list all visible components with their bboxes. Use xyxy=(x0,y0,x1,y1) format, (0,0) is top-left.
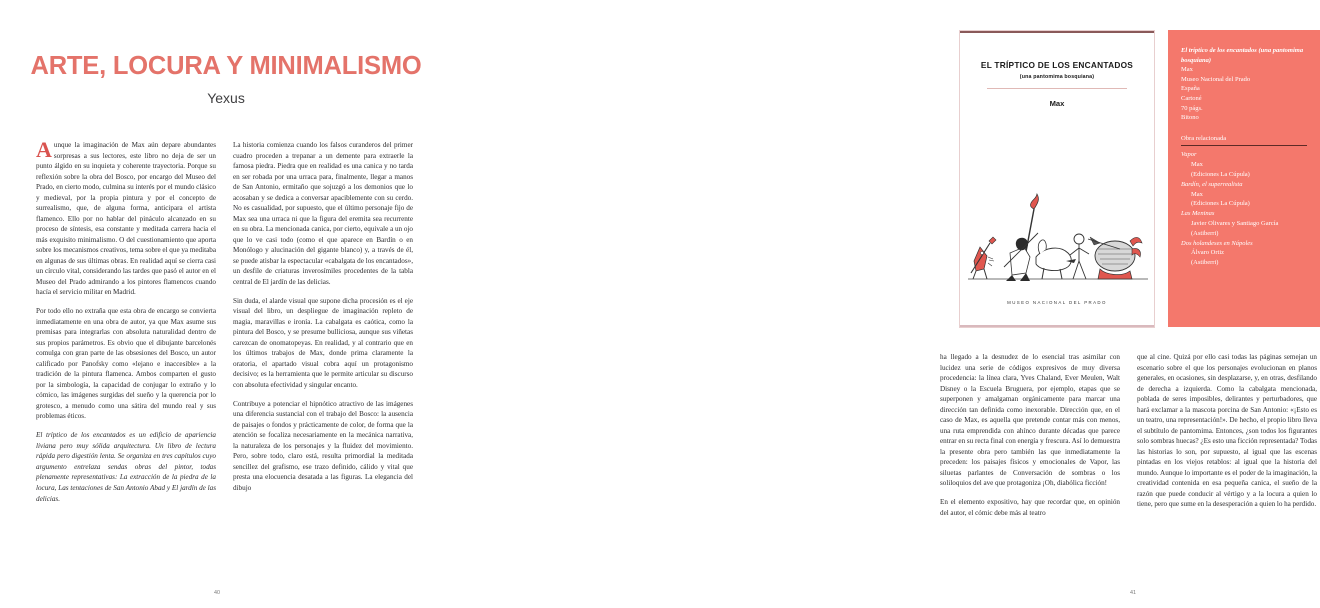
cover-title: EL TRÍPTICO DE LOS ENCANTADOS xyxy=(980,59,1134,70)
cover-top-rule xyxy=(960,31,1154,33)
related-work-author: Max xyxy=(1191,161,1203,169)
left-page xyxy=(0,0,452,608)
paragraph-italic: El tríptico de los encantados es un edificio de apariencia liviana pero muy sólida arquitectura. Un libro de lectura rápida pero digestión lenta. Se organiza en tres capítulos cuyo argumento entrelaza sendas obras del pintor, todas plenamente representativas: La extracción de la piedra de la locura, Las tentaciones de San Antonio Abad y El jardín de las delicias. xyxy=(36,431,216,503)
page-title: ARTE, LOCURA Y MINIMALISMO xyxy=(30,52,422,80)
infobox-rule xyxy=(1181,145,1307,146)
column-1 xyxy=(36,137,216,513)
infobox-line: 70 págs. xyxy=(1181,104,1203,112)
related-work-item xyxy=(1181,239,1307,268)
column-1 xyxy=(940,352,1120,527)
paragraph: En el elemento expositivo, hay que recordar que, en opinión del autor, el cómic debe más al teatro xyxy=(940,498,1120,517)
related-work-title: Dos holandeses en Nápoles xyxy=(1181,239,1253,247)
article-author: Yexus xyxy=(207,90,245,106)
infobox-related-label: Obra relacionada xyxy=(1181,134,1227,142)
left-page-columns xyxy=(36,137,413,513)
related-work-author: Javier Olivares y Santiago García xyxy=(1191,219,1279,227)
related-work-title: Bardín, el superrealista xyxy=(1181,180,1243,188)
related-work-publisher: (Astiberri) xyxy=(1191,229,1219,237)
cover-illustration xyxy=(960,161,1156,291)
page-number-right: 41 xyxy=(1130,590,1136,596)
infobox-line: Cartoné xyxy=(1181,94,1202,102)
cover-divider xyxy=(987,88,1127,89)
related-work-publisher: (Astiberri) xyxy=(1191,259,1219,267)
right-page xyxy=(452,0,1317,608)
cover-author: Max xyxy=(1049,98,1065,108)
right-page-columns xyxy=(940,352,1317,527)
column-2 xyxy=(233,140,413,513)
related-work-publisher: (Ediciones La Cúpula) xyxy=(1191,170,1250,178)
infobox-line: Max xyxy=(1181,66,1193,74)
related-work-title: Las Meninas xyxy=(1181,210,1215,218)
cover-subtitle: (una pantomima bosquiana) xyxy=(1019,73,1095,80)
infobox-line: España xyxy=(1181,85,1200,93)
infobox-line: Bitono xyxy=(1181,114,1199,122)
column-2 xyxy=(1137,352,1317,527)
cover-publisher-footer: MUSEO NACIONAL DEL PRADO xyxy=(1007,300,1107,305)
related-work-author: Álvaro Ortiz xyxy=(1191,249,1225,257)
related-work-item xyxy=(1181,209,1307,238)
infobox-line: Museo Nacional del Prado xyxy=(1181,75,1251,83)
paragraph: Sin duda, el alarde visual que supone dicha procesión es el eje visual del libro, un despliegue de imaginación repleto de magia, maravillas e ironía. La cabalgata es caótica, como la pintura del Bosco, y se presume bulliciosa, aunque sus viñetas carezcan de onomatopeyas. En realidad, y al contrario que en los últimos trabajos de Max, donde prima claramente la oratoria, el apartado visual cobra aquí un protagonismo decisivo; es la herramienta que le permite articular su discurso con absoluta efectividad y singular encanto. xyxy=(233,296,413,389)
cover-bottom-rule xyxy=(960,325,1154,327)
infobox-title: El tríptico de los encantados (una pantomima bosquiana) xyxy=(1181,47,1304,64)
related-work-author: Max xyxy=(1191,190,1203,198)
paragraph: Aunque la imaginación de Max aún depare abundantes sorpresas a sus lectores, este libro no deja de ser un punto álgido en su inquieta y coherente trayectoria. Porque su reflexión sobre la obra del Bosco, por encargo del Museo del Prado, en cierto modo, culmina su interés por el mundo clásico y medieval, por la propia pintura y por el concepto de surrealismo, que, de alguna forma, anticipara el artista flamenco. Ello por no hablar del pináculo alcanzado en su proceso de síntesis, esa constante y meditada carrera hacia el más exquisito minimalismo. O del cuestionamiento que aporta sobre los mecanismos creativos, tema sobre el que ya meditaba en algunas de sus últimas obras. En realidad aquí se cierra casi un círculo vital, considerando las tardes que pasó el autor en el Museo del Prado admirando a los pintores flamencos cuando hacía el servicio militar en Madrid. xyxy=(36,137,216,297)
paragraph: ha llegado a la desnudez de lo esencial tras asimilar con lucidez una serie de códigos expresivos de muy diversa procedencia: la línea clara, Yves Chaland, Ever Meulen, Walt Disney o la Escuela Bruguera, por ejemplo, etapas que se superponen y amalgaman orgánicamente para marcar una dirección tan definida como inexorable. Dirección que, en el caso de Max, es aquella que pretende contar más con menos, una ruta emprendida con ahínco durante décadas que parece entrar en su recta final con energía y frescura. Así lo demuestra la presente obra pero también las que inmediatamente la preceden: los paisajes físicos y emocionales de Vapor, las siluetas parlantes de Conversación de sombras o los soliloquios del ave que protagoniza ¡Oh, diabólica ficción! xyxy=(940,353,1120,488)
paragraph: Por todo ello no extraña que esta obra de encargo se convierta inmediatamente en una obra de autor, ya que Max asume sus premisas para integrarlas con absoluta naturalidad dentro de sus propios parámetros. Es obvio que el dibujante barcelonés comulga con gran parte de las obsesiones del Bosco, un autor calificado por Panofsky como «lejano e inaccesible» a la tradición de la pintura flamenca. Ambos comparten el gusto por la simbología, la capacidad de conjugar lo extraño y lo cómico, las imágenes surgidas del sueño y la querencia por lo grotesco, a menudo como una sátira del mundo real y sus problemas éticos. xyxy=(36,307,216,421)
related-work-item xyxy=(1181,180,1307,209)
paragraph: Contribuye a potenciar el hipnótico atractivo de las imágenes una diferencia sustancial con el trabajo del Bosco: la ausencia de paisajes o fondos y prácticamente de color, de forma que la atención se focaliza necesariamente en la mecánica narrativa, la naturaleza de los personajes y la fluidez del movimiento. Pero, sobre todo, claro está, resulta primordial la meditada sencillez del grafismo, ese trazo definido, cálido y vital que presta una elocuencia desatada a las figuras. La elegancia del dibujo xyxy=(233,399,413,492)
paragraph: que al cine. Quizá por ello casi todas las páginas semejan un escenario sobre el que los personajes evolucionan en planos generales, en ocasiones, sin desplazarse, y, en otras, desfilando de derecha a izquierda. Como la cabalgata mencionada, poblada de seres imposibles, delirantes y perturbadores, que hará exclamar a la mascota porcina de San Antonio: «¡Esto es un teatro, una representación!». De hecho, el propio libro lleva el subtítulo de pantomima. Entonces, ¿son todos los figurantes solo sombras huecas? ¿Es esto una ficción representada? Todas las historias lo son, por supuesto, al igual que las escenas pintadas en los viejos retablos: al igual que la historia del mundo. Aunque lo importante es el poder de la imaginación, la creatividad contenida en esa pequeña canica, el sueño de la razón que puede conducir al vértigo y a la locura a quien lo tiene, pero que sume en la desesperación a quien lo ha perdido. xyxy=(1137,353,1317,509)
related-work-publisher: (Ediciones La Cúpula) xyxy=(1191,200,1250,208)
related-work-item xyxy=(1181,150,1307,179)
page-number-left: 40 xyxy=(214,590,220,596)
related-work-title: Vapor xyxy=(1181,151,1197,159)
book-cover-image xyxy=(959,30,1155,328)
paragraph: La historia comienza cuando los falsos curanderos del primer cuadro proceden a trepanar a un demente para extraerle la famosa piedra. Piedra que en realidad es una canica y no tarda en ser robada por una urraca para, finalmente, llegar a manos de San Antonio, ermitaño que sojuzgó a los demonios que lo acosaban y se dedica a conversar apaciblemente con su cerdo. No es casualidad, por supuesto, que el último personaje fijo de Max sea una urraca ni que la figura del eremita sea recurrente en su obra. La mencionada canica, por cierto, equivale a un ojo que lo ve casi todo (como el que aparece en Bardín o en Monólogo y alucinación del gigante blanco) y, a través de él, se puede atisbar la espectacular «cabalgata de los encantados», un desfile de criaturas inverosímiles procedentes de la tabla central de El jardín de las delicias. xyxy=(233,141,413,286)
info-sidebar xyxy=(1168,30,1320,327)
